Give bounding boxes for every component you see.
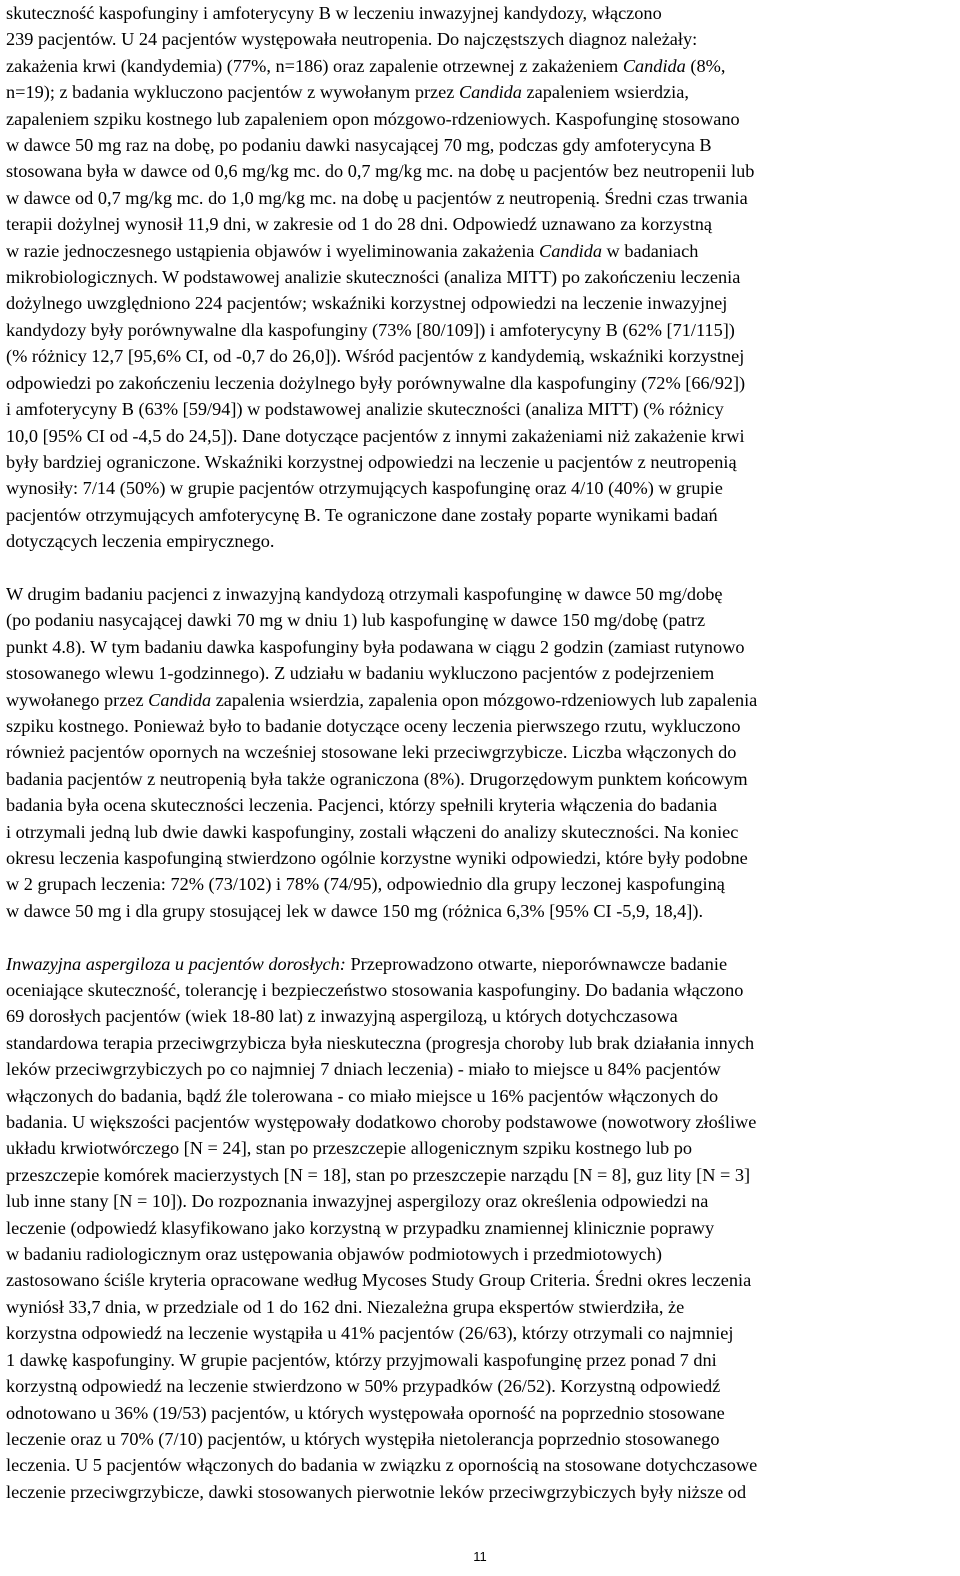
paragraph-aspergillosis <box>6 951 954 1506</box>
text-line: okresu leczenia kaspofunginą stwierdzono ogólnie korzystne wyniki odpowiedzi, które były podobne <box>6 847 748 868</box>
text-line: mikrobiologicznych. W podstawowej analizie skuteczności (analiza MITT) po zakończeniu leczenia <box>6 267 741 288</box>
text-line: również pacjentów opornych na wcześniej stosowane leki przeciwgrzybicze. Liczba włączonych do <box>6 742 737 763</box>
text-line: i otrzymali jedną lub dwie dawki kaspofunginy, zostali włączeni do analizy skuteczności. Na koniec <box>6 821 739 842</box>
text-line: korzystną odpowiedź na leczenie stwierdzono w 50% przypadków (26/52). Korzystną odpowiedź <box>6 1376 721 1397</box>
text-line: 1 dawkę kaspofunginy. W grupie pacjentów, którzy przyjmowali kaspofunginę przez ponad 7 dni <box>6 1349 717 1370</box>
page-number: 11 <box>473 1549 487 1564</box>
text-line: zapaleniem szpiku kostnego lub zapaleniem opon mózgowo-rdzeniowych. Kaspofunginę stosowano <box>6 108 740 129</box>
text-line: leczenie (odpowiedź klasyfikowano jako korzystną w przypadku znamiennej klinicznie poprawy <box>6 1217 715 1238</box>
text-line: standardowa terapia przeciwgrzybicza była nieskuteczna (progresja choroby lub brak działania innych <box>6 1032 755 1053</box>
text-line: leczenie oraz u 70% (7/10) pacjentów, u których występiła nietolerancja poprzednio stosowanego <box>6 1428 720 1449</box>
text-line: badania. U większości pacjentów występowały dodatkowo choroby podstawowe (nowotwory złośliwe <box>6 1112 757 1133</box>
text-line: 69 dorosłych pacjentów (wiek 18-80 lat) z inwazyjną aspergilozą, u których dotychczasowa <box>6 1006 678 1027</box>
text-line: (po podaniu nasycającej dawki 70 mg w dniu 1) lub kaspofunginę w dawce 150 mg/dobę (patrz <box>6 610 706 631</box>
text-line: punkt 4.8). W tym badaniu dawka kaspofunginy była podawana w ciągu 2 godzin (zamiast rutynowo <box>6 636 745 657</box>
text-line: wywołanego przez Candida zapalenia wsierdzia, zapalenia opon mózgowo-rdzeniowych lub zapalenia <box>6 689 758 710</box>
text-line: lub inne stany [N = 10]). Do rozpoznania inwazyjnej aspergilozy oraz określenia odpowiedzi na <box>6 1191 709 1212</box>
italic-term: Candida <box>622 55 686 76</box>
text-line: odpowiedzi po zakończeniu leczenia dożylnego były porównywalne dla kaspofunginy (72% [66/92]) <box>6 372 746 393</box>
text-line: w dawce 50 mg i dla grupy stosującej lek w dawce 150 mg (różnica 6,3% [95% CI -5,9, 18,4]). <box>6 900 704 921</box>
text-line: badania była ocena skuteczności leczenia. Pacjenci, którzy spełnili kryteria włączenia do badania <box>6 795 718 816</box>
text-line: skuteczność kaspofunginy i amfoterycyny B w leczeniu inwazyjnej kandydozy, włączono <box>6 3 662 23</box>
text-line: 239 pacjentów. U 24 pacjentów występowała neutropenia. Do najczęstszych diagnoz należały: <box>6 29 698 50</box>
text-line: W drugim badaniu pacjenci z inwazyjną kandydozą otrzymali kaspofunginę w dawce 50 mg/dobę <box>6 583 723 604</box>
text-line: zakażenia krwi (kandydemia) (77%, n=186) oraz zapalenie otrzewnej z zakażeniem Candida (8%, <box>6 55 726 76</box>
paragraph-candidiasis-study-1 <box>6 0 954 555</box>
document-page <box>6 0 954 1505</box>
text-line: leczenia. U 5 pacjentów włączonych do badania w związku z opornością na stosowane dotychczasowe <box>6 1455 758 1476</box>
text-line: włączonych do badania, bądź źle tolerowana - co miało miejsce u 16% pacjentów włączonych do <box>6 1085 719 1106</box>
text-line: wyniósł 33,7 dnia, w przedziale od 1 do 162 dni. Niezależna grupa ekspertów stwierdziła, że <box>6 1296 685 1317</box>
text-line: odnotowano u 36% (19/53) pacjentów, u których występowała oporność na poprzednio stosowane <box>6 1402 725 1423</box>
text-line: i amfoterycyny B (63% [59/94]) w podstawowej analizie skuteczności (analiza MITT) (% różnicy <box>6 399 724 420</box>
text-line: były bardziej ograniczone. Wskaźniki korzystnej odpowiedzi na leczenie u pacjentów z neutropenią <box>6 451 737 472</box>
italic-term: Inwazyjna aspergiloza u pacjentów dorosłych: <box>6 953 346 974</box>
text-line: w badaniu radiologicznym oraz ustępowania objawów podmiotowych i przedmiotowych) <box>6 1244 662 1265</box>
paragraph-candidiasis-study-2 <box>6 581 954 924</box>
text-line: wynosiły: 7/14 (50%) w grupie pacjentów otrzymujących kaspofunginę oraz 4/10 (40%) w grupie <box>6 478 723 499</box>
text-line: szpiku kostnego. Ponieważ było to badanie dotyczące oceny leczenia pierwszego rzutu, wykluczono <box>6 715 741 736</box>
text-line: w dawce 50 mg raz na dobę, po podaniu dawki nasycającej 70 mg, podczas gdy amfoterycyna B <box>6 135 712 156</box>
text-line: układu krwiotwórczego [N = 24], stan po przeszczepie allogenicznym szpiku kostnego lub po <box>6 1138 693 1159</box>
text-line: oceniające skuteczność, tolerancję i bezpieczeństwo stosowania kaspofunginy. Do badania włączono <box>6 980 744 1000</box>
text-line: w 2 grupach leczenia: 72% (73/102) i 78% (74/95), odpowiednio dla grupy leczonej kaspofunginą <box>6 874 725 895</box>
italic-term: Candida <box>148 689 212 710</box>
text-line: w dawce od 0,7 mg/kg mc. do 1,0 mg/kg mc. na dobę u pacjentów z neutropenią. Średni czas trwania <box>6 187 748 208</box>
text-line: przeszczepie komórek macierzystych [N = 18], stan po przeszczepie narządu [N = 8], guz lity [N = 3] <box>6 1164 751 1185</box>
text-line: n=19); z badania wykluczono pacjentów z wywołanym przez Candida zapaleniem wsierdzia, <box>6 82 689 103</box>
text-line: dotyczących leczenia empirycznego. <box>6 531 275 552</box>
text-line: badania pacjentów z neutropenią była także ograniczona (8%). Drugorzędowym punktem końcowym <box>6 768 748 789</box>
text-line: stosowana była w dawce od 0,6 mg/kg mc. do 0,7 mg/kg mc. na dobę u pacjentów bez neutropenii lub <box>6 161 755 182</box>
text-line: Inwazyjna aspergiloza u pacjentów dorosłych: Przeprowadzono otwarte, nieporównawcze badanie <box>6 953 728 974</box>
text-line: leczenie przeciwgrzybicze, dawki stosowanych pierwotnie leków przeciwgrzybiczych były niższe od <box>6 1481 747 1502</box>
text-line: stosowanego wlewu 1-godzinnego). Z udziału w badaniu wykluczono pacjentów z podejrzeniem <box>6 663 715 684</box>
italic-term: Candida <box>539 240 602 261</box>
text-line: leków przeciwgrzybiczych po co najmniej 7 dniach leczenia) - miało to miejsce u 84% pacjentów <box>6 1059 721 1080</box>
text-line: w razie jednoczesnego ustąpienia objawów i wyeliminowania zakażenia Candida w badaniach <box>6 240 699 261</box>
text-line: pacjentów otrzymujących amfoterycynę B. Te ograniczone dane zostały poparte wynikami badań <box>6 504 718 525</box>
italic-term: Candida <box>458 82 522 103</box>
text-line: zastosowano ściśle kryteria opracowane według Mycoses Study Group Criteria. Średni okres leczenia <box>6 1270 752 1291</box>
text-line: terapii dożylnej wynosił 11,9 dni, w zakresie od 1 do 28 dni. Odpowiedź uznawano za korzystną <box>6 214 713 235</box>
text-line: dożylnego uwzględniono 224 pacjentów; wskaźniki korzystnej odpowiedzi na leczenie inwazyjnej <box>6 293 728 314</box>
text-line: (% różnicy 12,7 [95,6% CI, od -0,7 do 26,0]). Wśród pacjentów z kandydemią, wskaźniki korzystnej <box>6 346 745 367</box>
text-line: 10,0 [95% CI od -4,5 do 24,5]). Dane dotyczące pacjentów z innymi zakażeniami niż zakażenie krwi <box>6 425 745 446</box>
text-line: korzystna odpowiedź na leczenie wystąpiła u 41% pacjentów (26/63), którzy otrzymali co najmniej <box>6 1323 734 1344</box>
text-line: kandydozy były porównywalne dla kaspofunginy (73% [80/109]) i amfoterycyny B (62% [71/115]) <box>6 319 735 340</box>
